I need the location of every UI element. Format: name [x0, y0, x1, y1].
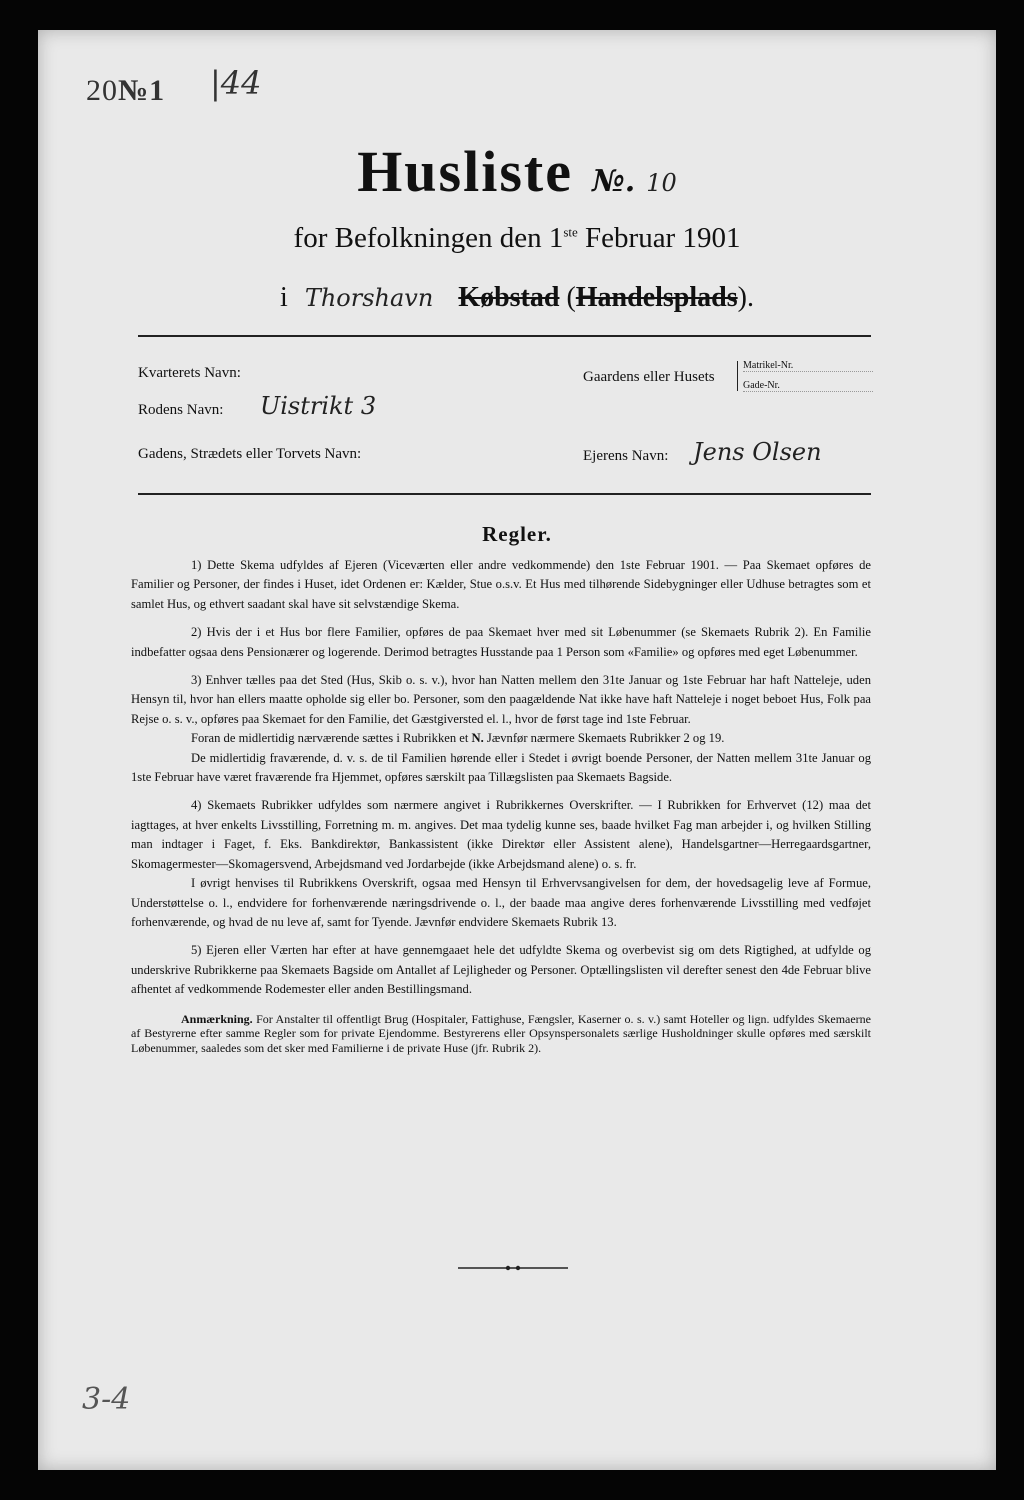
title-text: Husliste	[357, 139, 573, 204]
ejer-value: Jens Olsen	[693, 438, 822, 466]
archive-number-value: №1	[118, 74, 166, 107]
rule-4: 4) Skemaets Rubrikker udfyldes som nærmere angivet i Rubrikkernes Overskrifter. — I Rubrikken for Erhvervet (12) maa det iagttages, at hver enkelts Livsstilling, Forretning m. m. angives. Det maa tydelig kunne ses, baade hvilket Fag man arbejder i, og hvilken Stilling man indtager i Faget, f. Eks. Bankdirektør, Bankassistent (ikke Direktør eller Assistent alene), Handelsgartner—Herregaardsgartner, Skomagermester—Skomagersvend, Arbejdsmand ved Jordarbejde (ikke Arbejdsmand alene) o. s. fr.	[131, 798, 871, 871]
handelsplads-struck: Handelsplads	[575, 282, 738, 313]
rule-4b: I øvrigt henvises til Rubrikkens Overskrift, ogsaa med Hensyn til Erhvervsangivelsen for dem, der hovedsagelig leve af Formue, Understøttelse o. l., endvidere for forhenværende næringsdrivende o. l., der baade maa angive deres forhenværende Livsstilling med vedføjet forhenværende, og hvad de nu leve af, samt for Tyende. Jævnfør endvidere Skemaets Rubrik 13.	[131, 876, 871, 929]
rule-5: 5) Ejeren eller Værten har efter at have gennemgaaet hele det udfyldte Skema og overbevist sig om dets Rigtighed, at udfylde og underskrive Rubrikkerne paa Skemaets Bagside om Antallet af Lejligheder og Personer. Optællingslisten vil derefter senest den 4de Februar blive afhentet af vedkommende Rodemester eller anden Bestillingsmand.	[131, 943, 871, 997]
rode-label: Rodens Navn:	[138, 402, 224, 418]
archive-number	[86, 74, 165, 108]
place-prefix: i	[280, 282, 288, 313]
ejer-label: Ejerens Navn:	[583, 448, 669, 464]
rule-3b-n: N.	[471, 731, 484, 746]
rode-value: Uistrikt 3	[260, 392, 377, 420]
rule-3b	[131, 729, 871, 748]
gade-label: Gadens, Strædets eller Torvets Navn:	[138, 446, 362, 462]
place-line	[38, 282, 996, 314]
gaard-label: Gaardens eller Husets	[583, 369, 715, 385]
place-handwritten: Thorshavn	[304, 284, 434, 312]
rule-3c: De midlertidig fraværende, d. v. s. de til Familien hørende eller i Stedet i øvrigt boende Personer, der Natten mellem 31te Januar og 1ste Februar have været fraværende fra Hjemmet, opføres særskilt paa Tillægslisten paa Skemaets Bagside.	[131, 750, 871, 785]
kobstad-struck: Købstad	[458, 282, 560, 313]
rule-3b-text: Foran de midlertidig nærværende sættes i Rubrikken et	[191, 731, 472, 746]
handwritten-page-number: |44	[210, 64, 262, 102]
rule-3: 3) Enhver tælles paa det Sted (Hus, Skib o. s. v.), hvor han Natten mellem den 31te Januar og 1ste Februar har haft Natteleje, uden Hensyn til, hvor han ellers maatte opholde sig eller bo. Personer, som den paagældende Nat ikke have haft Natteleje i noget beboet Hus, Folk paa Rejse o. s. v., opføres paa Skemaet for den Familie, det Gæstgiversted el. l., hvor de først tage ind 1ste Februar.	[131, 673, 871, 726]
census-form-page	[38, 30, 996, 1470]
gade-nr-label: Gade-Nr.	[743, 380, 873, 392]
bottom-divider	[138, 493, 871, 495]
rule-2: 2) Hvis der i et Hus bor flere Familier, opføres de paa Skemaet hver med sit Løbenummer (se Skemaets Rubrik 2). En Familie indbefatter ogsaa dens Pensionærer og logerende. Derimod betragtes Husstande paa 1 Person som «Familie» og opføres med eget Løbenummer.	[131, 625, 871, 659]
rules-heading: Regler.	[482, 522, 552, 546]
number-label: №.	[592, 164, 636, 199]
top-divider	[138, 335, 871, 337]
subtitle-suffix: Februar 1901	[585, 222, 741, 254]
annotation	[131, 1012, 871, 1056]
rule-3b-rest: Jævnfør nærmere Skemaets Rubrikker 2 og 19.	[483, 731, 725, 746]
matrikel-label: Matrikel-Nr.	[743, 360, 873, 372]
rule-1: 1) Dette Skema udfyldes af Ejeren (Viceværten eller andre vedkommende) den 1ste Februar 1901. — Paa Skemaet opføres de Familier og Personer, der findes i Huset, idet Ordenen er: Kælder, Stue o.s.v. Et Hus med tilhørende Sidebygninger eller Udhuse betragtes som et samlet Hus, og ethvert saadant skal have sit selvstændige Skema.	[131, 558, 871, 611]
form-subtitle	[38, 222, 996, 255]
archive-number-prefix: 20	[86, 74, 118, 107]
handelsplads-tail: ).	[737, 282, 754, 313]
annotation-label: Anmærkning.	[181, 1011, 253, 1026]
bottom-handwritten-note: 3-4	[82, 1382, 131, 1417]
paren-open: (	[566, 282, 576, 313]
subtitle-superscript: ste	[563, 224, 578, 240]
annotation-text: For Anstalter til offentligt Brug (Hospitaler, Fattighuse, Fængsler, Kaserner o. s. v.) samt Hoteller og lign. udfyldes Skemaerne af Bestyrerne efter samme Regler som for private Ejendomme. Bestyrerens eller Opsynspersonalets særlige Husholdninger skulle opføres med særskilt Løbenummer, saaledes som det sker med Familierne i de private Huse (jfr. Rubrik 2).	[131, 1011, 872, 1055]
form-title	[38, 138, 996, 205]
ornament-divider	[458, 1265, 568, 1271]
kvarter-label: Kvarterets Navn:	[138, 365, 241, 381]
house-list-number: 10	[646, 169, 677, 197]
rules-body	[131, 556, 871, 1055]
subtitle-prefix: for Befolkningen den 1	[293, 222, 564, 254]
gaard-bracket	[737, 361, 740, 391]
